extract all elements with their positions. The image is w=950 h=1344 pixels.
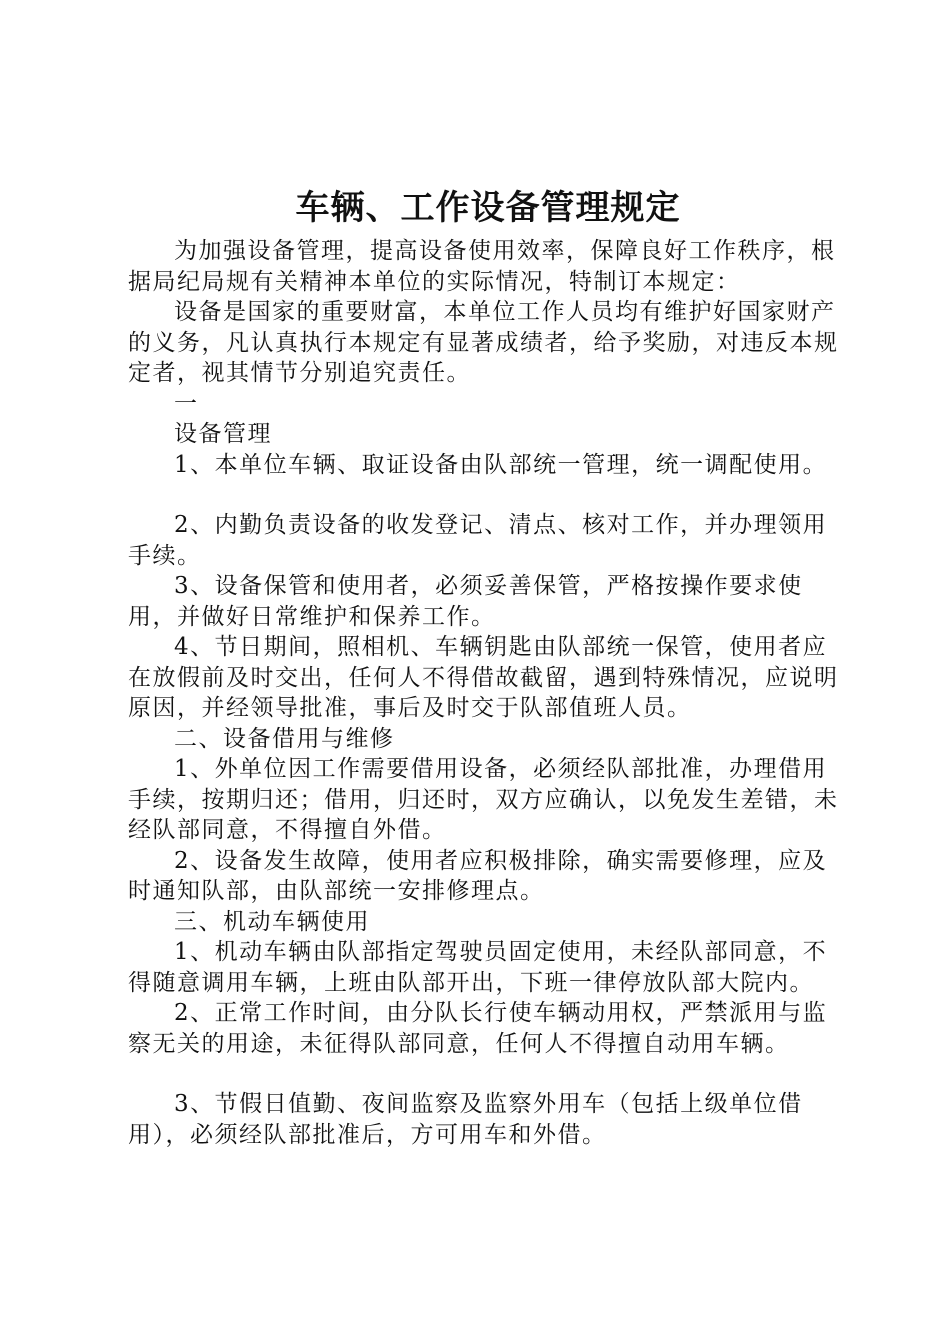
- clause-3-2: 2、正常工作时间，由分队长行使车辆动用权，严禁派用与监察无关的用途，未征得队部同意，任何人不得擅自动用车辆。: [128, 1000, 828, 1057]
- clause-3-3: 3、节假日值勤、夜间监察及监察外用车（包括上级单位借用），必须经队部批准后，方可用车和外借。: [128, 1091, 803, 1148]
- clause-1-3: 3、设备保管和使用者，必须妥善保管，严格按操作要求使用，并做好日常维护和保养工作。: [128, 573, 803, 630]
- clause-2-2: 2、设备发生故障，使用者应积极排除，确实需要修理，应及时通知队部，由队部统一安排修理点。: [128, 847, 828, 904]
- section-number-one: 一: [174, 390, 199, 417]
- clause-1-2: 2、内勤负责设备的收发登记、清点、核对工作，并办理领用手续。: [128, 512, 828, 569]
- document-page: [128, 186, 848, 1150]
- clause-1-4: 4、节日期间，照相机、车辆钥匙由队部统一保管，使用者应在放假前及时交出，任何人不得借故截留，遇到特殊情况，应说明原因，并经领导批准，事后及时交于队部值班人员。: [128, 634, 839, 721]
- clause-3-1: 1、机动车辆由队部指定驾驶员固定使用，未经队部同意，不得随意调用车辆，上班由队部开出，下班一律停放队部大院内。: [128, 939, 828, 996]
- clause-2-1: 1、外单位因工作需要借用设备，必须经队部批准，办理借用手续，按期归还；借用，归还时，双方应确认，以免发生差错，未经队部同意，不得擅自外借。: [128, 756, 839, 843]
- section-heading-vehicle-use: 三、机动车辆使用: [174, 908, 370, 935]
- paragraph-intro: 为加强设备管理，提高设备使用效率，保障良好工作秩序，根据局纪局规有关精神本单位的实际情况，特制订本规定：: [128, 238, 836, 295]
- section-heading-borrowing-repair: 二、设备借用与维修: [174, 725, 395, 752]
- section-heading-equipment-management: 设备管理: [174, 421, 272, 447]
- paragraph-principle: 设备是国家的重要财富，本单位工作人员均有维护好国家财产的义务，凡认真执行本规定有显著成绩者，给予奖励，对违反本规定者，视其情节分别追究责任。: [128, 299, 839, 386]
- document-title: 车辆、工作设备管理规定: [295, 188, 681, 228]
- clause-1-1: 1、本单位车辆、取证设备由队部统一管理，统一调配使用。: [174, 451, 828, 478]
